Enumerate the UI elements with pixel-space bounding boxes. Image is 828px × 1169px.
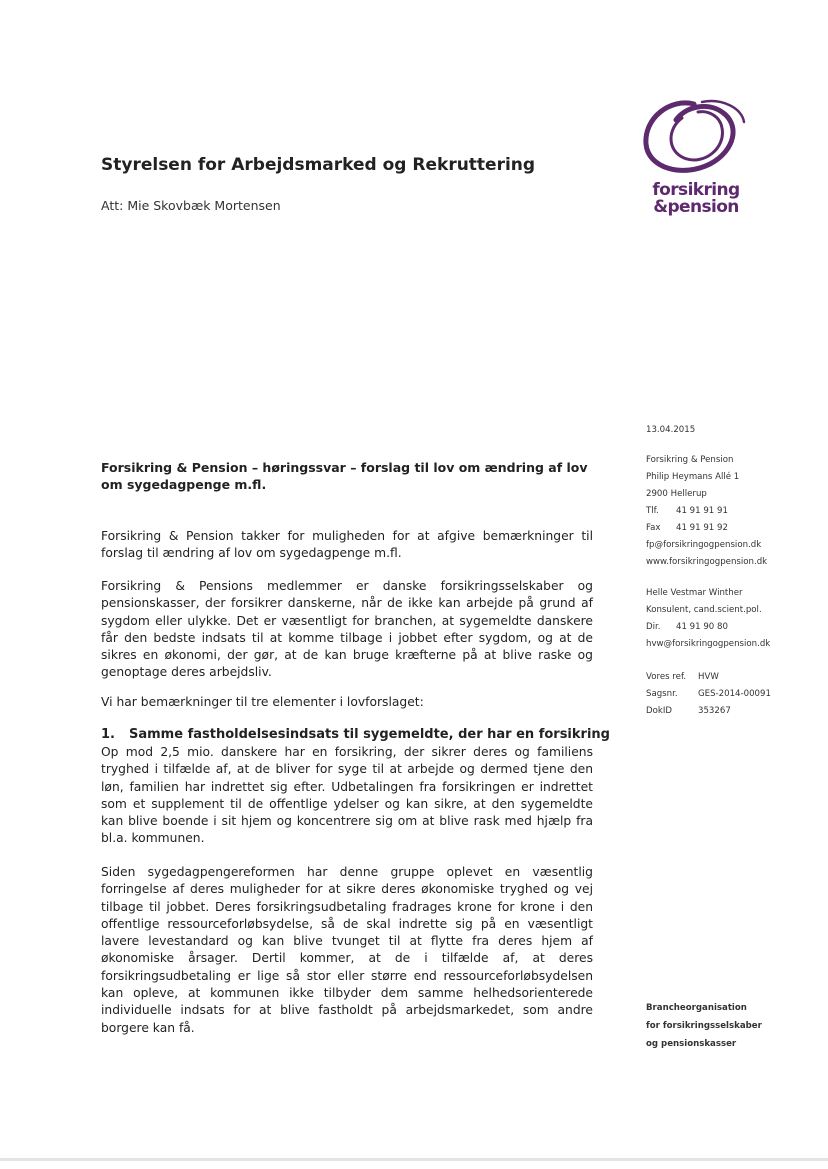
contact-block xyxy=(646,585,770,653)
section-number: 1. xyxy=(101,727,115,742)
our-ref-label: Vores ref. xyxy=(646,672,687,682)
logo-text-line2: &pension xyxy=(653,197,739,217)
phone-label: Tlf. xyxy=(646,506,659,516)
fax-label: Fax xyxy=(646,523,661,533)
sender-fax-row xyxy=(646,520,767,537)
section-title: Samme fastholdelsesindsats til sygemeldte, der har en forsikring xyxy=(129,727,610,742)
footer-line2: for forsikringsselskaber xyxy=(646,1021,762,1031)
sender-city: 2900 Hellerup xyxy=(646,489,707,499)
recipient-attention: Att: Mie Skovbæk Mortensen xyxy=(101,198,281,213)
doc-id-row xyxy=(646,703,771,720)
direct-value: 41 91 90 80 xyxy=(676,622,728,632)
contact-name: Helle Vestmar Winther xyxy=(646,588,743,598)
fax-value: 41 91 91 92 xyxy=(676,523,728,533)
recipient-name: Styrelsen for Arbejdsmarked og Rekruttering xyxy=(101,155,536,175)
direct-label: Dir. xyxy=(646,622,661,632)
footer-line1: Brancheorganisation xyxy=(646,1003,747,1013)
case-number-row xyxy=(646,686,771,703)
organisation-footer xyxy=(646,999,762,1053)
doc-id-value: 353267 xyxy=(698,706,731,716)
contact-email: hvw@forsikringogpension.dk xyxy=(646,639,771,649)
sender-street: Philip Heymans Allé 1 xyxy=(646,472,740,482)
sender-email: fp@forsikringogpension.dk xyxy=(646,540,762,550)
section-heading-1 xyxy=(101,727,610,742)
phone-value: 41 91 91 91 xyxy=(676,506,728,516)
sender-address-block xyxy=(646,452,767,571)
reference-block xyxy=(646,669,771,720)
doc-id-label: DokID xyxy=(646,706,673,716)
sender-website: www.forsikringogpension.dk xyxy=(646,557,768,567)
contact-direct-row xyxy=(646,619,770,636)
page-bottom-edge xyxy=(0,1158,828,1161)
sender-phone-row xyxy=(646,503,767,520)
paragraph-2: Forsikring & Pensions medlemmer er danske forsikringsselskaber og pensionskasser, der forsikrer danskerne, når de ikke kan arbejde på grund af sygdom eller ulykke. Det er væsentligt for branchen, at sygemeldte danskere får den bedste indsats til at komme tilbage i jobbet efter sygdom, og at de sikres en økonomi, der gør, at de kan bruge kræfterne på at blive raske og genoptage deres arbejdsliv. xyxy=(101,579,593,680)
letter-subject: Forsikring & Pension – høringssvar – forslag til lov om ændring af lov om sygedagpenge m.fl. xyxy=(101,460,588,492)
paragraph-5: Siden sygedagpengereformen har denne gruppe oplevet en væsentlig forringelse af deres muligheder for at sikre deres økonomiske tryghed og vej tilbage til jobbet. Deres forsikringsudbetaling fradrages krone for krone i den offentlige ressourceforløbsydelse, så de skal indrette sig på en væsentligt lavere levestandard og kan blive tvunget til at flytte fra deres hjem af økonomiske årsager. Dertil kommer, at de i tilfælde af, at deres forsikringsudbetaling er lige så stor eller større end ressourceforløbsydelsen kan opleve, at kommunen ikke tilbyder dem samme helhedsorienterede individuelle indsats for at blive fastholdt på arbejdsmarkedet, som andre borgere kan få. xyxy=(101,865,593,1035)
forsikring-pension-swirl-logo-icon xyxy=(632,98,752,180)
footer-line3: og pensionskasser xyxy=(646,1039,737,1049)
our-ref-row xyxy=(646,669,771,686)
paragraph-4: Op mod 2,5 mio. danskere har en forsikring, der sikrer deres og familiens tryghed i tilfælde af, at de bliver for syge til at arbejde og dermed tjene den løn, familien har indrettet sig efter. Udbetalingen fra forsikringen er indrettet som et supplement til de offentlige ydelser og kan sikre, at den sygemeldte kan blive boende i sit hjem og koncentrere sig om at blive rask med hjælp fra bl.a. kommunen. xyxy=(101,745,593,846)
company-logo xyxy=(632,98,752,220)
paragraph-3: Vi har bemærkninger til tre elementer i lovforslaget: xyxy=(101,695,424,709)
logo-text-line1: forsikring xyxy=(652,180,740,200)
sender-org-name: Forsikring & Pension xyxy=(646,455,734,465)
case-number-value: GES-2014-00091 xyxy=(698,689,771,699)
paragraph-1: Forsikring & Pension takker for muligheden for at afgive bemærkninger til forslag til ændring af lov om sygedagpenge m.fl. xyxy=(101,529,593,561)
letter-date: 13.04.2015 xyxy=(646,425,696,435)
case-number-label: Sagsnr. xyxy=(646,689,678,699)
contact-title: Konsulent, cand.scient.pol. xyxy=(646,605,762,615)
our-ref-value: HVW xyxy=(698,672,719,682)
